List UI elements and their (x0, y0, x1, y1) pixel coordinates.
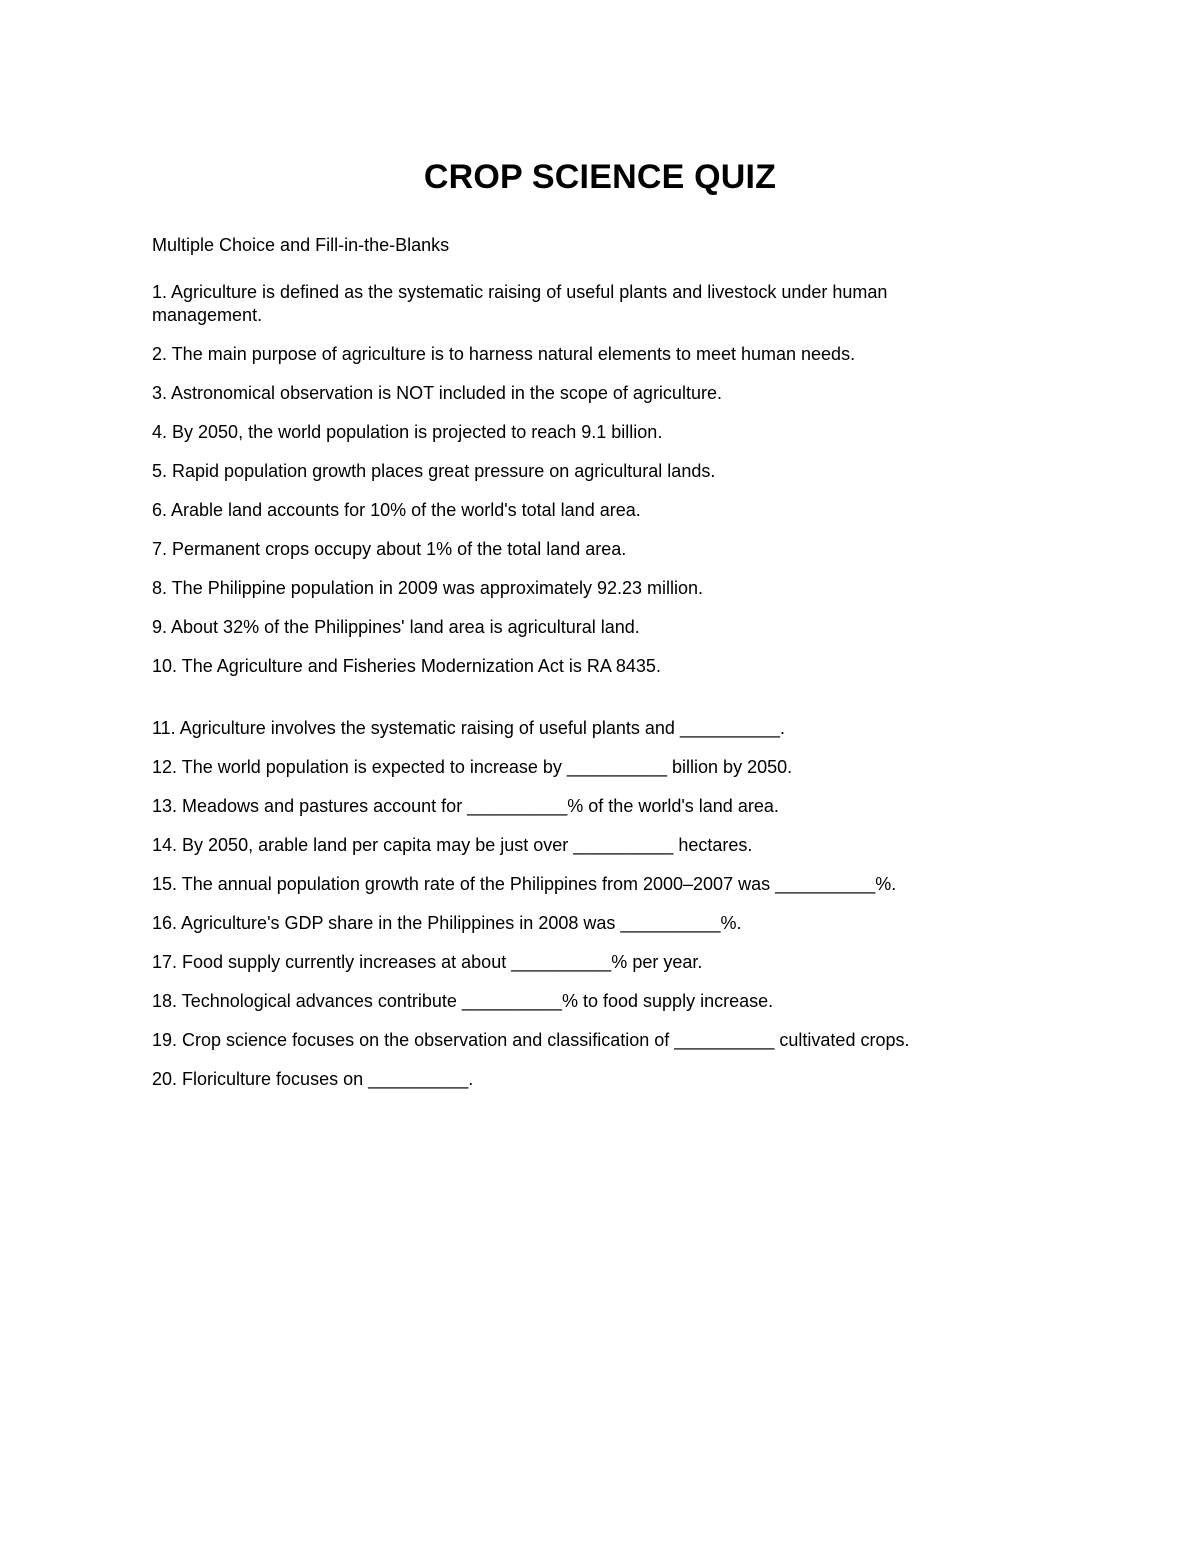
blank-item: 12. The world population is expected to increase by __________ billion by 2050. (152, 757, 793, 777)
blank-item: 19. Crop science focuses on the observation and classification of __________ cultivated crops. (152, 1030, 910, 1050)
blank-item: 15. The annual population growth rate of the Philippines from 2000–2007 was __________%. (152, 874, 897, 894)
blank-item: 11. Agriculture involves the systematic raising of useful plants and __________. (152, 718, 786, 738)
section-gap (152, 694, 992, 717)
blank-item: 17. Food supply currently increases at about __________% per year. (152, 952, 703, 972)
statement-item: 2. The main purpose of agriculture is to harness natural elements to meet human needs. (152, 344, 856, 364)
statement-item: 10. The Agriculture and Fisheries Modernization Act is RA 8435. (152, 656, 661, 676)
page-title: CROP SCIENCE QUIZ (423, 158, 777, 196)
quiz-subtitle: Multiple Choice and Fill-in-the-Blanks (152, 235, 450, 255)
statement-item: 3. Astronomical observation is NOT included in the scope of agriculture. (152, 383, 722, 403)
blank-item: 20. Floriculture focuses on __________. (152, 1069, 474, 1089)
statement-item: 7. Permanent crops occupy about 1% of the total land area. (152, 539, 627, 559)
statement-item: 6. Arable land accounts for 10% of the world's total land area. (152, 500, 641, 520)
statement-item: 8. The Philippine population in 2009 was approximately 92.23 million. (152, 578, 704, 598)
question-list (152, 281, 992, 1107)
blank-item: 16. Agriculture's GDP share in the Philippines in 2008 was __________%. (152, 913, 742, 933)
blank-item: 18. Technological advances contribute __________% to food supply increase. (152, 991, 774, 1011)
blank-item: 14. By 2050, arable land per capita may be just over __________ hectares. (152, 835, 753, 855)
blank-item: 13. Meadows and pastures account for __________% of the world's land area. (152, 796, 779, 816)
statement-item: 5. Rapid population growth places great pressure on agricultural lands. (152, 461, 716, 481)
statement-item: 4. By 2050, the world population is projected to reach 9.1 billion. (152, 422, 663, 442)
statement-item: 1. Agriculture is defined as the systematic raising of useful plants and livestock under human management. (152, 282, 888, 325)
statement-item: 9. About 32% of the Philippines' land area is agricultural land. (152, 617, 640, 637)
